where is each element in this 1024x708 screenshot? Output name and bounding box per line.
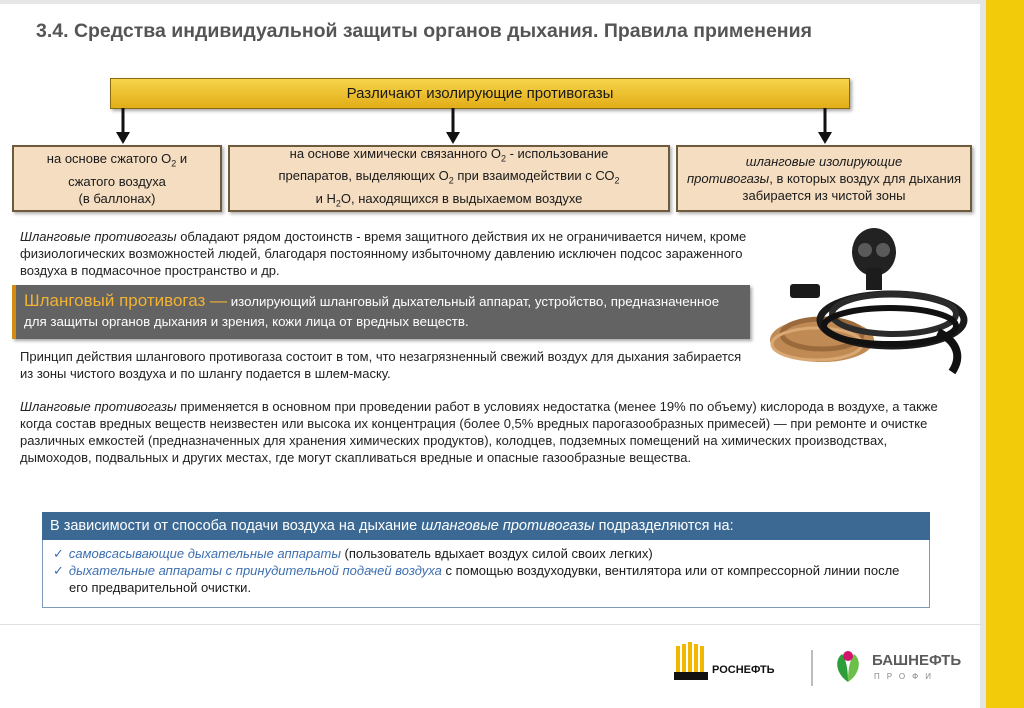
rosneft-logo-text: РОСНЕФТЬ xyxy=(712,664,775,676)
bashneft-logo-subtext: ПРОФИ xyxy=(874,672,938,681)
list-item: ✓ самовсасывающие дыхательные аппараты (пользователь вдыхает воздух силой своих легких) xyxy=(53,546,653,561)
check-icon: ✓ xyxy=(53,563,64,578)
category-hose-masks: шланговые изолирующие противогазы, в которых воздух для дыхания забирается из чистой зоны xyxy=(676,145,972,212)
list-item: ✓ дыхательные аппараты с принудительной подачей воздуха с помощью воздуходувки, вентилятора или от компрессорной линии после его предварительной очистки. xyxy=(53,563,900,595)
footer-divider xyxy=(0,624,984,625)
top-stripe xyxy=(0,0,1024,4)
logo-divider xyxy=(811,650,813,686)
bashneft-logo-text: БАШНЕФТЬ xyxy=(872,652,962,669)
usage-paragraph: Шланговые противогазы применяется в основном при проведении работ в условиях недостатка (менее 19% по объему) кислорода в воздухе, а также когда состав вредных веществ неизвестен или высока их концентрация (более 0,5% вредных парогазообразных примесей) — при ремонте и очистке различных емкостей (предназначенных для хранения химических продуктов), колодцев, подземных помещений на химических производствах, дымоходов, подвальных и других местах, где могут скапливаться вредные и опасные газообразные вещества. xyxy=(20,399,938,465)
classification-header: В зависимости от способа подачи воздуха на дыхание шланговые противогазы подразделяются на: xyxy=(42,512,930,540)
category-compressed-oxygen: на основе сжатого $О_2$ и сжатого воздуха (в баллонах) xyxy=(12,145,222,212)
hose-gas-mask-image xyxy=(762,222,974,378)
arrow-down-icon xyxy=(116,108,130,144)
arrow-down-icon xyxy=(446,108,460,144)
check-icon: ✓ xyxy=(53,546,64,561)
main-category-box: Различают изолирующие противогазы xyxy=(110,78,850,109)
page-title: 3.4. Средства индивидуальной защиты органов дыхания. Правила применения xyxy=(36,20,812,42)
right-yellow-bar xyxy=(986,0,1024,708)
definition-box: Шланговый противогаз — изолирующий шланговый дыхательный аппарат, устройство, предназначенное для защиты органов дыхания и зрения, кожи лица от вредных веществ. xyxy=(12,285,750,339)
bashneft-logo-icon xyxy=(830,648,866,684)
classification-list xyxy=(42,540,930,608)
arrow-down-icon xyxy=(818,108,832,144)
category-chemical-oxygen: на основе химически связанного $О_2$ - использование препаратов, выделяющих $О_2$ при взаимодействии с $СО_2$ и $Н_2О$, находящихся в выдыхаемом воздухе xyxy=(228,145,670,212)
advantages-paragraph: Шланговые противогазы обладают рядом достоинств - время защитного действия их не ограничивается ничем, кроме физиологических возможностей людей, благодаря постоянному избыточному давлению исключен подсос зараженного воздуха в подмасочное пространство и др. xyxy=(20,229,747,278)
principle-paragraph: Принцип действия шлангового противогаза состоит в том, что незагрязненный свежий воздух для дыхания забирается из зоны чистого воздуха и по шлангу подается в шлем-маску. xyxy=(20,349,742,381)
